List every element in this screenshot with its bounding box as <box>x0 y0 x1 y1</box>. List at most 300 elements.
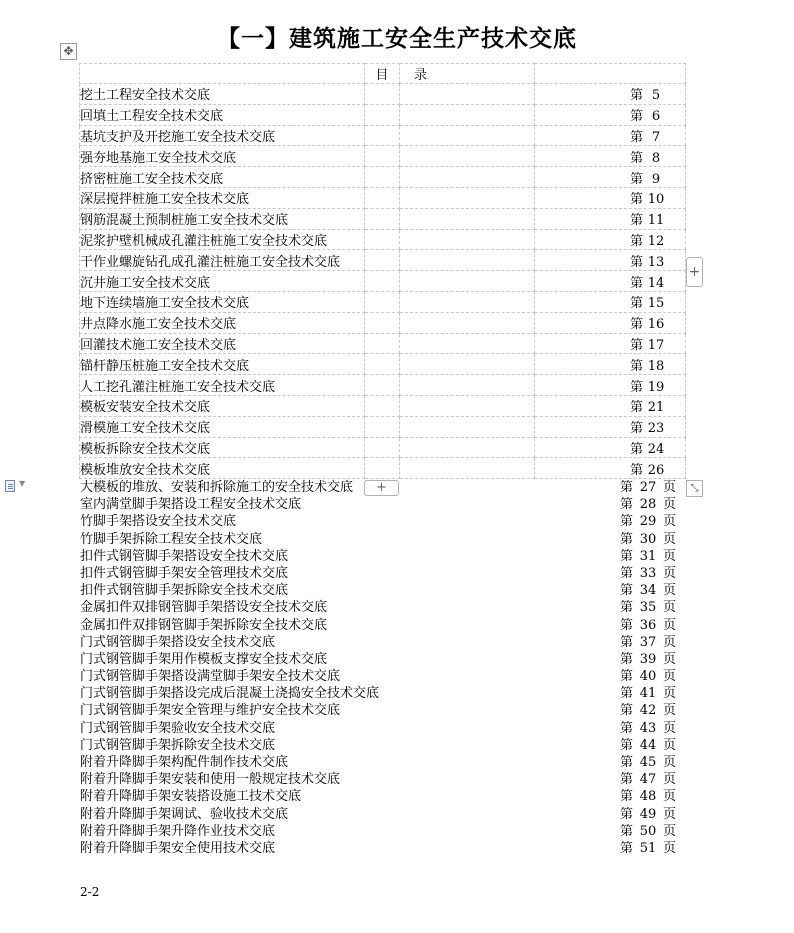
page-prefix: 第 <box>629 213 643 229</box>
toc-table-row <box>80 167 686 188</box>
toc-entry-page-cell <box>535 187 686 208</box>
page-prefix: 第 <box>620 565 634 581</box>
page-suffix: 页 <box>663 497 677 513</box>
page-prefix: 第 <box>629 337 643 353</box>
toc-empty-cell <box>365 125 400 146</box>
toc-entry-page: 5 <box>651 88 661 104</box>
page-prefix: 第 <box>629 400 643 416</box>
toc-table-row <box>80 375 686 396</box>
page-suffix: 页 <box>663 600 677 616</box>
toc-entry-page-cell <box>535 416 686 437</box>
toc-empty-cell <box>365 437 400 458</box>
toc-table <box>79 63 686 479</box>
toc-empty-cell <box>400 125 535 146</box>
toc-entry-page-cell <box>535 291 686 312</box>
toc-entry-title: 扣件式钢管脚手架搭设安全技术交底 <box>80 548 289 564</box>
toc-header-cell <box>80 64 365 84</box>
toc-entry-title: 附着升降脚手架构配件制作技术交底 <box>80 755 289 770</box>
toc-entry-title: 井点降水施工安全技术交底 <box>80 317 237 333</box>
page-suffix: 页 <box>663 531 677 547</box>
toc-empty-cell <box>400 229 535 250</box>
toc-list-item <box>80 685 690 702</box>
page-prefix: 第 <box>629 88 643 104</box>
document-icon <box>5 480 15 492</box>
toc-entry-title: 模板拆除安全技术交底 <box>80 441 211 457</box>
toc-empty-cell <box>365 312 400 333</box>
toc-entry-title-cell <box>80 84 365 105</box>
toc-entry-page: 15 <box>647 296 665 312</box>
toc-entry-page: 24 <box>647 441 665 457</box>
toc-entry-page: 16 <box>647 317 665 333</box>
toc-entry-title-cell <box>80 437 365 458</box>
toc-table-row <box>80 395 686 416</box>
toc-entry-page-group <box>620 531 690 548</box>
toc-entry-page: 39 <box>639 651 657 667</box>
toc-entry-page: 10 <box>647 192 665 208</box>
toc-empty-cell <box>365 104 400 125</box>
toc-entry-title-cell <box>80 333 365 354</box>
toc-empty-cell <box>365 167 400 188</box>
toc-entry-page: 9 <box>651 171 661 187</box>
page-suffix: 页 <box>663 480 677 495</box>
toc-entry-page: 31 <box>639 548 657 564</box>
toc-entry-title-cell <box>80 312 365 333</box>
page-suffix: 页 <box>663 651 677 667</box>
page-prefix: 第 <box>620 772 634 788</box>
toc-empty-cell <box>400 104 535 125</box>
toc-table-row <box>80 104 686 125</box>
chevron-down-icon: ▼ <box>19 479 26 488</box>
toc-entry-page-group <box>620 702 690 719</box>
toc-empty-cell <box>400 291 535 312</box>
toc-entry-title: 门式钢管脚手架安全管理与维护安全技术交底 <box>80 703 341 719</box>
page-suffix: 页 <box>663 548 677 564</box>
toc-entry-title: 挤密桩施工安全技术交底 <box>80 171 224 187</box>
toc-entry-page: 26 <box>647 462 665 478</box>
toc-entry-page: 34 <box>639 583 657 599</box>
toc-header-mu: 目 <box>365 64 400 84</box>
page-prefix: 第 <box>629 129 643 145</box>
toc-empty-cell <box>365 229 400 250</box>
page-prefix: 第 <box>620 497 634 513</box>
toc-empty-cell <box>400 312 535 333</box>
toc-entry-title-cell <box>80 104 365 125</box>
toc-table-row <box>80 250 686 271</box>
toc-table-row <box>80 416 686 437</box>
toc-entry-page: 14 <box>647 275 665 291</box>
toc-entry-page-group <box>620 599 690 616</box>
toc-entry-title-cell <box>80 375 365 396</box>
page-prefix: 第 <box>620 840 634 856</box>
toc-empty-cell <box>365 458 400 479</box>
page-prefix: 第 <box>620 480 634 495</box>
toc-entry-page: 30 <box>639 531 657 547</box>
toc-empty-cell <box>365 271 400 292</box>
plus-icon: + <box>376 480 387 495</box>
toc-entry-title: 回填土工程安全技术交底 <box>80 109 224 125</box>
toc-entry-page-group <box>620 651 690 668</box>
toc-entry-page-group <box>620 685 690 702</box>
page-prefix: 第 <box>629 109 643 125</box>
toc-entry-page-group <box>620 720 690 737</box>
toc-entry-title: 锚杆静压桩施工安全技术交底 <box>80 358 250 374</box>
toc-list-item <box>80 771 690 788</box>
page-prefix: 第 <box>629 150 643 166</box>
page-suffix: 页 <box>663 565 677 581</box>
toc-empty-cell <box>400 187 535 208</box>
toc-entry-title: 基坑支护及开挖施工安全技术交底 <box>80 129 276 145</box>
toc-header-row <box>80 64 686 84</box>
page-prefix: 第 <box>629 171 643 187</box>
page-prefix: 第 <box>620 617 634 633</box>
page-prefix: 第 <box>620 755 634 770</box>
toc-table-row <box>80 146 686 167</box>
toc-entry-title: 门式钢管脚手架验收安全技术交底 <box>80 720 276 736</box>
toc-empty-cell <box>400 416 535 437</box>
toc-entry-page: 21 <box>647 400 665 416</box>
toc-list-item <box>80 548 690 565</box>
toc-entry-page-group <box>620 737 690 754</box>
toc-list-item <box>80 582 690 599</box>
toc-list-item <box>80 617 690 634</box>
toc-list-item <box>80 496 690 513</box>
toc-table-row <box>80 271 686 292</box>
toc-entry-page: 43 <box>639 720 657 736</box>
toc-entry-page: 33 <box>639 565 657 581</box>
toc-table-row <box>80 458 686 479</box>
toc-entry-page-group <box>620 617 690 634</box>
toc-empty-cell <box>400 84 535 105</box>
toc-entry-page-cell <box>535 312 686 333</box>
toc-table-row <box>80 354 686 375</box>
toc-entry-title-cell <box>80 416 365 437</box>
toc-entry-page-cell <box>535 104 686 125</box>
toc-table-row <box>80 291 686 312</box>
toc-entry-page-group <box>620 634 690 651</box>
toc-entry-page: 45 <box>639 755 657 770</box>
toc-entry-page-cell <box>535 167 686 188</box>
page-prefix: 第 <box>629 441 643 457</box>
page-suffix: 页 <box>663 823 677 839</box>
toc-entry-title: 大模板的堆放、安装和拆除施工的安全技术交底 <box>80 480 354 495</box>
page-prefix: 第 <box>620 531 634 547</box>
page-prefix: 第 <box>629 233 643 249</box>
toc-entry-title: 强夯地基施工安全技术交底 <box>80 150 237 166</box>
page-prefix: 第 <box>629 379 643 395</box>
toc-empty-cell <box>365 187 400 208</box>
toc-entry-page-group <box>620 823 690 840</box>
toc-entry-page-group <box>620 788 690 805</box>
toc-entry-page-group <box>620 496 690 513</box>
toc-entry-title: 地下连续墙施工安全技术交底 <box>80 296 250 312</box>
page-suffix: 页 <box>663 583 677 599</box>
toc-entry-page: 13 <box>647 254 665 270</box>
page-suffix: 页 <box>663 755 677 770</box>
toc-entry-title: 金属扣件双排钢管脚手架搭设安全技术交底 <box>80 600 328 616</box>
page-suffix: 页 <box>663 514 677 530</box>
toc-entry-page-group <box>620 806 690 823</box>
toc-list-item <box>80 737 690 754</box>
toc-entry-title: 泥浆护壁机械成孔灌注桩施工安全技术交底 <box>80 233 328 249</box>
toc-entry-page-group <box>620 754 690 771</box>
toc-entry-page-cell <box>535 125 686 146</box>
toc-entry-page-group <box>620 513 690 530</box>
toc-entry-title: 滑模施工安全技术交底 <box>80 421 211 437</box>
toc-empty-cell <box>365 333 400 354</box>
toc-table-row <box>80 312 686 333</box>
page-prefix: 第 <box>629 421 643 437</box>
page-prefix: 第 <box>620 806 634 822</box>
toc-entry-title: 竹脚手架拆除工程安全技术交底 <box>80 531 263 547</box>
toc-entry-title-cell <box>80 250 365 271</box>
toc-entry-page: 42 <box>639 703 657 719</box>
page-prefix: 第 <box>629 296 643 312</box>
page-suffix: 页 <box>663 806 677 822</box>
page-prefix: 第 <box>620 651 634 667</box>
toc-empty-cell <box>365 208 400 229</box>
page-prefix: 第 <box>620 669 634 685</box>
page-suffix: 页 <box>663 720 677 736</box>
toc-entry-title: 回灌技术施工安全技术交底 <box>80 337 237 353</box>
toc-entry-page: 28 <box>639 497 657 513</box>
add-column-button[interactable] <box>686 257 703 287</box>
document-outline-toggle[interactable] <box>5 479 31 493</box>
toc-entry-title-cell <box>80 208 365 229</box>
toc-entry-page: 47 <box>639 772 657 788</box>
plus-icon: + <box>688 264 701 280</box>
toc-entry-page: 6 <box>651 109 661 125</box>
toc-table-row <box>80 437 686 458</box>
toc-entry-title: 附着升降脚手架安装搭设施工技术交底 <box>80 789 302 805</box>
toc-list-item <box>80 651 690 668</box>
toc-list-item <box>80 668 690 685</box>
toc-entry-title: 门式钢管脚手架搭设安全技术交底 <box>80 634 276 650</box>
toc-list-item <box>80 702 690 719</box>
page-prefix: 第 <box>620 583 634 599</box>
page-suffix: 页 <box>663 617 677 633</box>
toc-entry-title-cell <box>80 167 365 188</box>
toc-list-item <box>80 720 690 737</box>
toc-entry-page: 11 <box>647 213 665 229</box>
toc-entry-page-group <box>620 771 690 788</box>
page-prefix: 第 <box>629 358 643 374</box>
toc-entry-page: 29 <box>639 514 657 530</box>
toc-entry-title: 附着升降脚手架安装和使用一般规定技术交底 <box>80 772 341 788</box>
toc-list-item <box>80 634 690 651</box>
toc-empty-cell <box>400 250 535 271</box>
toc-entry-title-cell <box>80 354 365 375</box>
toc-entry-title: 人工挖孔灌注桩施工安全技术交底 <box>80 379 276 395</box>
toc-empty-cell <box>400 458 535 479</box>
page-number: 2-2 <box>80 885 100 899</box>
toc-entry-title-cell <box>80 146 365 167</box>
toc-empty-cell <box>400 375 535 396</box>
toc-entry-title-cell <box>80 271 365 292</box>
page-suffix: 页 <box>663 634 677 650</box>
table-move-handle[interactable] <box>60 43 77 60</box>
page-prefix: 第 <box>629 275 643 291</box>
page-suffix: 页 <box>663 703 677 719</box>
toc-table-row <box>80 208 686 229</box>
toc-entry-page: 18 <box>647 358 665 374</box>
toc-entry-title: 竹脚手架搭设安全技术交底 <box>80 514 237 530</box>
page-prefix: 第 <box>620 737 634 753</box>
page-suffix: 页 <box>663 669 677 685</box>
toc-entry-page-group <box>620 565 690 582</box>
toc-entry-page-group <box>620 668 690 685</box>
toc-entry-page: 23 <box>647 421 665 437</box>
page-prefix: 第 <box>620 634 634 650</box>
page-prefix: 第 <box>620 703 634 719</box>
toc-empty-cell <box>400 146 535 167</box>
toc-entry-page-cell <box>535 208 686 229</box>
toc-list-item <box>80 599 690 616</box>
toc-entry-page: 12 <box>647 233 665 249</box>
toc-entry-page: 41 <box>639 686 657 702</box>
page-suffix: 页 <box>663 686 677 702</box>
page-prefix: 第 <box>620 548 634 564</box>
toc-empty-cell <box>365 395 400 416</box>
toc-empty-cell <box>365 375 400 396</box>
toc-table-row <box>80 84 686 105</box>
toc-empty-cell <box>400 167 535 188</box>
toc-entry-title-cell <box>80 458 365 479</box>
toc-empty-cell <box>365 146 400 167</box>
page-prefix: 第 <box>629 192 643 208</box>
toc-header-cell <box>535 64 686 84</box>
page-prefix: 第 <box>629 254 643 270</box>
toc-table-row <box>80 333 686 354</box>
toc-entry-page-cell <box>535 354 686 375</box>
toc-list-item <box>80 806 690 823</box>
toc-entry-title: 门式钢管脚手架搭设完成后混凝土浇捣安全技术交底 <box>80 686 380 702</box>
toc-entry-title: 扣件式钢管脚手架安全管理技术交底 <box>80 565 289 581</box>
toc-plain-list <box>80 479 690 857</box>
toc-entry-title-cell <box>80 291 365 312</box>
toc-entry-page: 7 <box>651 129 661 145</box>
toc-table-row <box>80 229 686 250</box>
toc-entry-title: 金属扣件双排钢管脚手架拆除安全技术交底 <box>80 617 328 633</box>
toc-entry-page-cell <box>535 250 686 271</box>
toc-empty-cell <box>400 271 535 292</box>
toc-list-item <box>80 565 690 582</box>
toc-entry-page: 51 <box>639 840 657 856</box>
toc-entry-page-group <box>620 548 690 565</box>
toc-entry-title: 附着升降脚手架安全使用技术交底 <box>80 840 276 856</box>
toc-entry-title: 挖土工程安全技术交底 <box>80 88 211 104</box>
toc-list-item <box>80 840 690 857</box>
toc-list-item <box>80 823 690 840</box>
toc-entry-page-cell <box>535 458 686 479</box>
page-prefix: 第 <box>620 823 634 839</box>
toc-entry-page-cell <box>535 146 686 167</box>
toc-entry-title-cell <box>80 187 365 208</box>
page-suffix: 页 <box>663 772 677 788</box>
page-prefix: 第 <box>620 720 634 736</box>
toc-entry-title-cell <box>80 395 365 416</box>
page-prefix: 第 <box>629 317 643 333</box>
toc-entry-title: 钢筋混凝土预制桩施工安全技术交底 <box>80 213 289 229</box>
toc-entry-title: 门式钢管脚手架拆除安全技术交底 <box>80 737 276 753</box>
toc-entry-page: 8 <box>651 150 661 166</box>
toc-entry-title: 干作业螺旋钻孔成孔灌注桩施工安全技术交底 <box>80 254 341 270</box>
toc-list-item <box>80 531 690 548</box>
toc-entry-title: 附着升降脚手架升降作业技术交底 <box>80 823 276 839</box>
toc-entry-title: 模板安装安全技术交底 <box>80 400 211 416</box>
toc-entry-page-cell <box>535 395 686 416</box>
toc-table-row <box>80 125 686 146</box>
toc-entry-page-cell <box>535 375 686 396</box>
toc-entry-page: 49 <box>639 806 657 822</box>
toc-entry-title: 门式钢管脚手架用作模板支撑安全技术交底 <box>80 651 328 667</box>
toc-empty-cell <box>400 208 535 229</box>
toc-empty-cell <box>400 395 535 416</box>
page-prefix: 第 <box>629 462 643 478</box>
page-suffix: 页 <box>663 840 677 856</box>
toc-entry-page: 50 <box>639 823 657 839</box>
toc-entry-page-cell <box>535 333 686 354</box>
toc-entry-page: 19 <box>647 379 665 395</box>
toc-entry-page-group <box>620 840 690 857</box>
toc-entry-page: 35 <box>639 600 657 616</box>
toc-entry-page-cell <box>535 437 686 458</box>
toc-list-item <box>80 513 690 530</box>
toc-entry-title-cell <box>80 125 365 146</box>
toc-entry-title: 室内满堂脚手架搭设工程安全技术交底 <box>80 497 302 513</box>
toc-entry-page-group <box>620 479 690 496</box>
toc-entry-title-cell <box>80 229 365 250</box>
page-prefix: 第 <box>620 686 634 702</box>
toc-empty-cell <box>365 354 400 375</box>
toc-list-item <box>80 479 690 496</box>
toc-entry-page-cell <box>535 84 686 105</box>
toc-entry-title: 深层搅拌桩施工安全技术交底 <box>80 192 250 208</box>
toc-entry-page: 37 <box>639 634 657 650</box>
toc-entry-page-group <box>620 582 690 599</box>
toc-empty-cell <box>400 333 535 354</box>
page-prefix: 第 <box>620 789 634 805</box>
toc-entry-title: 门式钢管脚手架搭设满堂脚手架安全技术交底 <box>80 669 341 685</box>
toc-entry-page: 40 <box>639 669 657 685</box>
toc-entry-page: 48 <box>639 789 657 805</box>
toc-entry-page: 17 <box>647 337 665 353</box>
toc-table-row <box>80 187 686 208</box>
document-title: 【一】建筑施工安全生产技术交底 <box>217 26 577 52</box>
toc-empty-cell <box>400 354 535 375</box>
toc-list-item <box>80 788 690 805</box>
toc-empty-cell <box>365 291 400 312</box>
toc-entry-title: 附着升降脚手架调试、验收技术交底 <box>80 806 289 822</box>
toc-empty-cell <box>365 416 400 437</box>
toc-entry-title: 扣件式钢管脚手架拆除安全技术交底 <box>80 583 289 599</box>
page-prefix: 第 <box>620 600 634 616</box>
toc-entry-title: 模板堆放安全技术交底 <box>80 462 211 478</box>
toc-empty-cell <box>365 84 400 105</box>
toc-list-item <box>80 754 690 771</box>
toc-entry-title: 沉井施工安全技术交底 <box>80 275 211 291</box>
toc-entry-page-cell <box>535 271 686 292</box>
toc-empty-cell <box>400 437 535 458</box>
toc-header-lu: 录 <box>400 64 535 84</box>
toc-empty-cell <box>365 250 400 271</box>
page-suffix: 页 <box>663 737 677 753</box>
page-prefix: 第 <box>620 514 634 530</box>
page-suffix: 页 <box>663 789 677 805</box>
toc-entry-page-cell <box>535 229 686 250</box>
move-arrows-icon: ✥ <box>63 44 74 58</box>
toc-entry-page: 27 <box>639 480 657 495</box>
resize-diagonal-icon: ⤡ <box>690 483 699 494</box>
